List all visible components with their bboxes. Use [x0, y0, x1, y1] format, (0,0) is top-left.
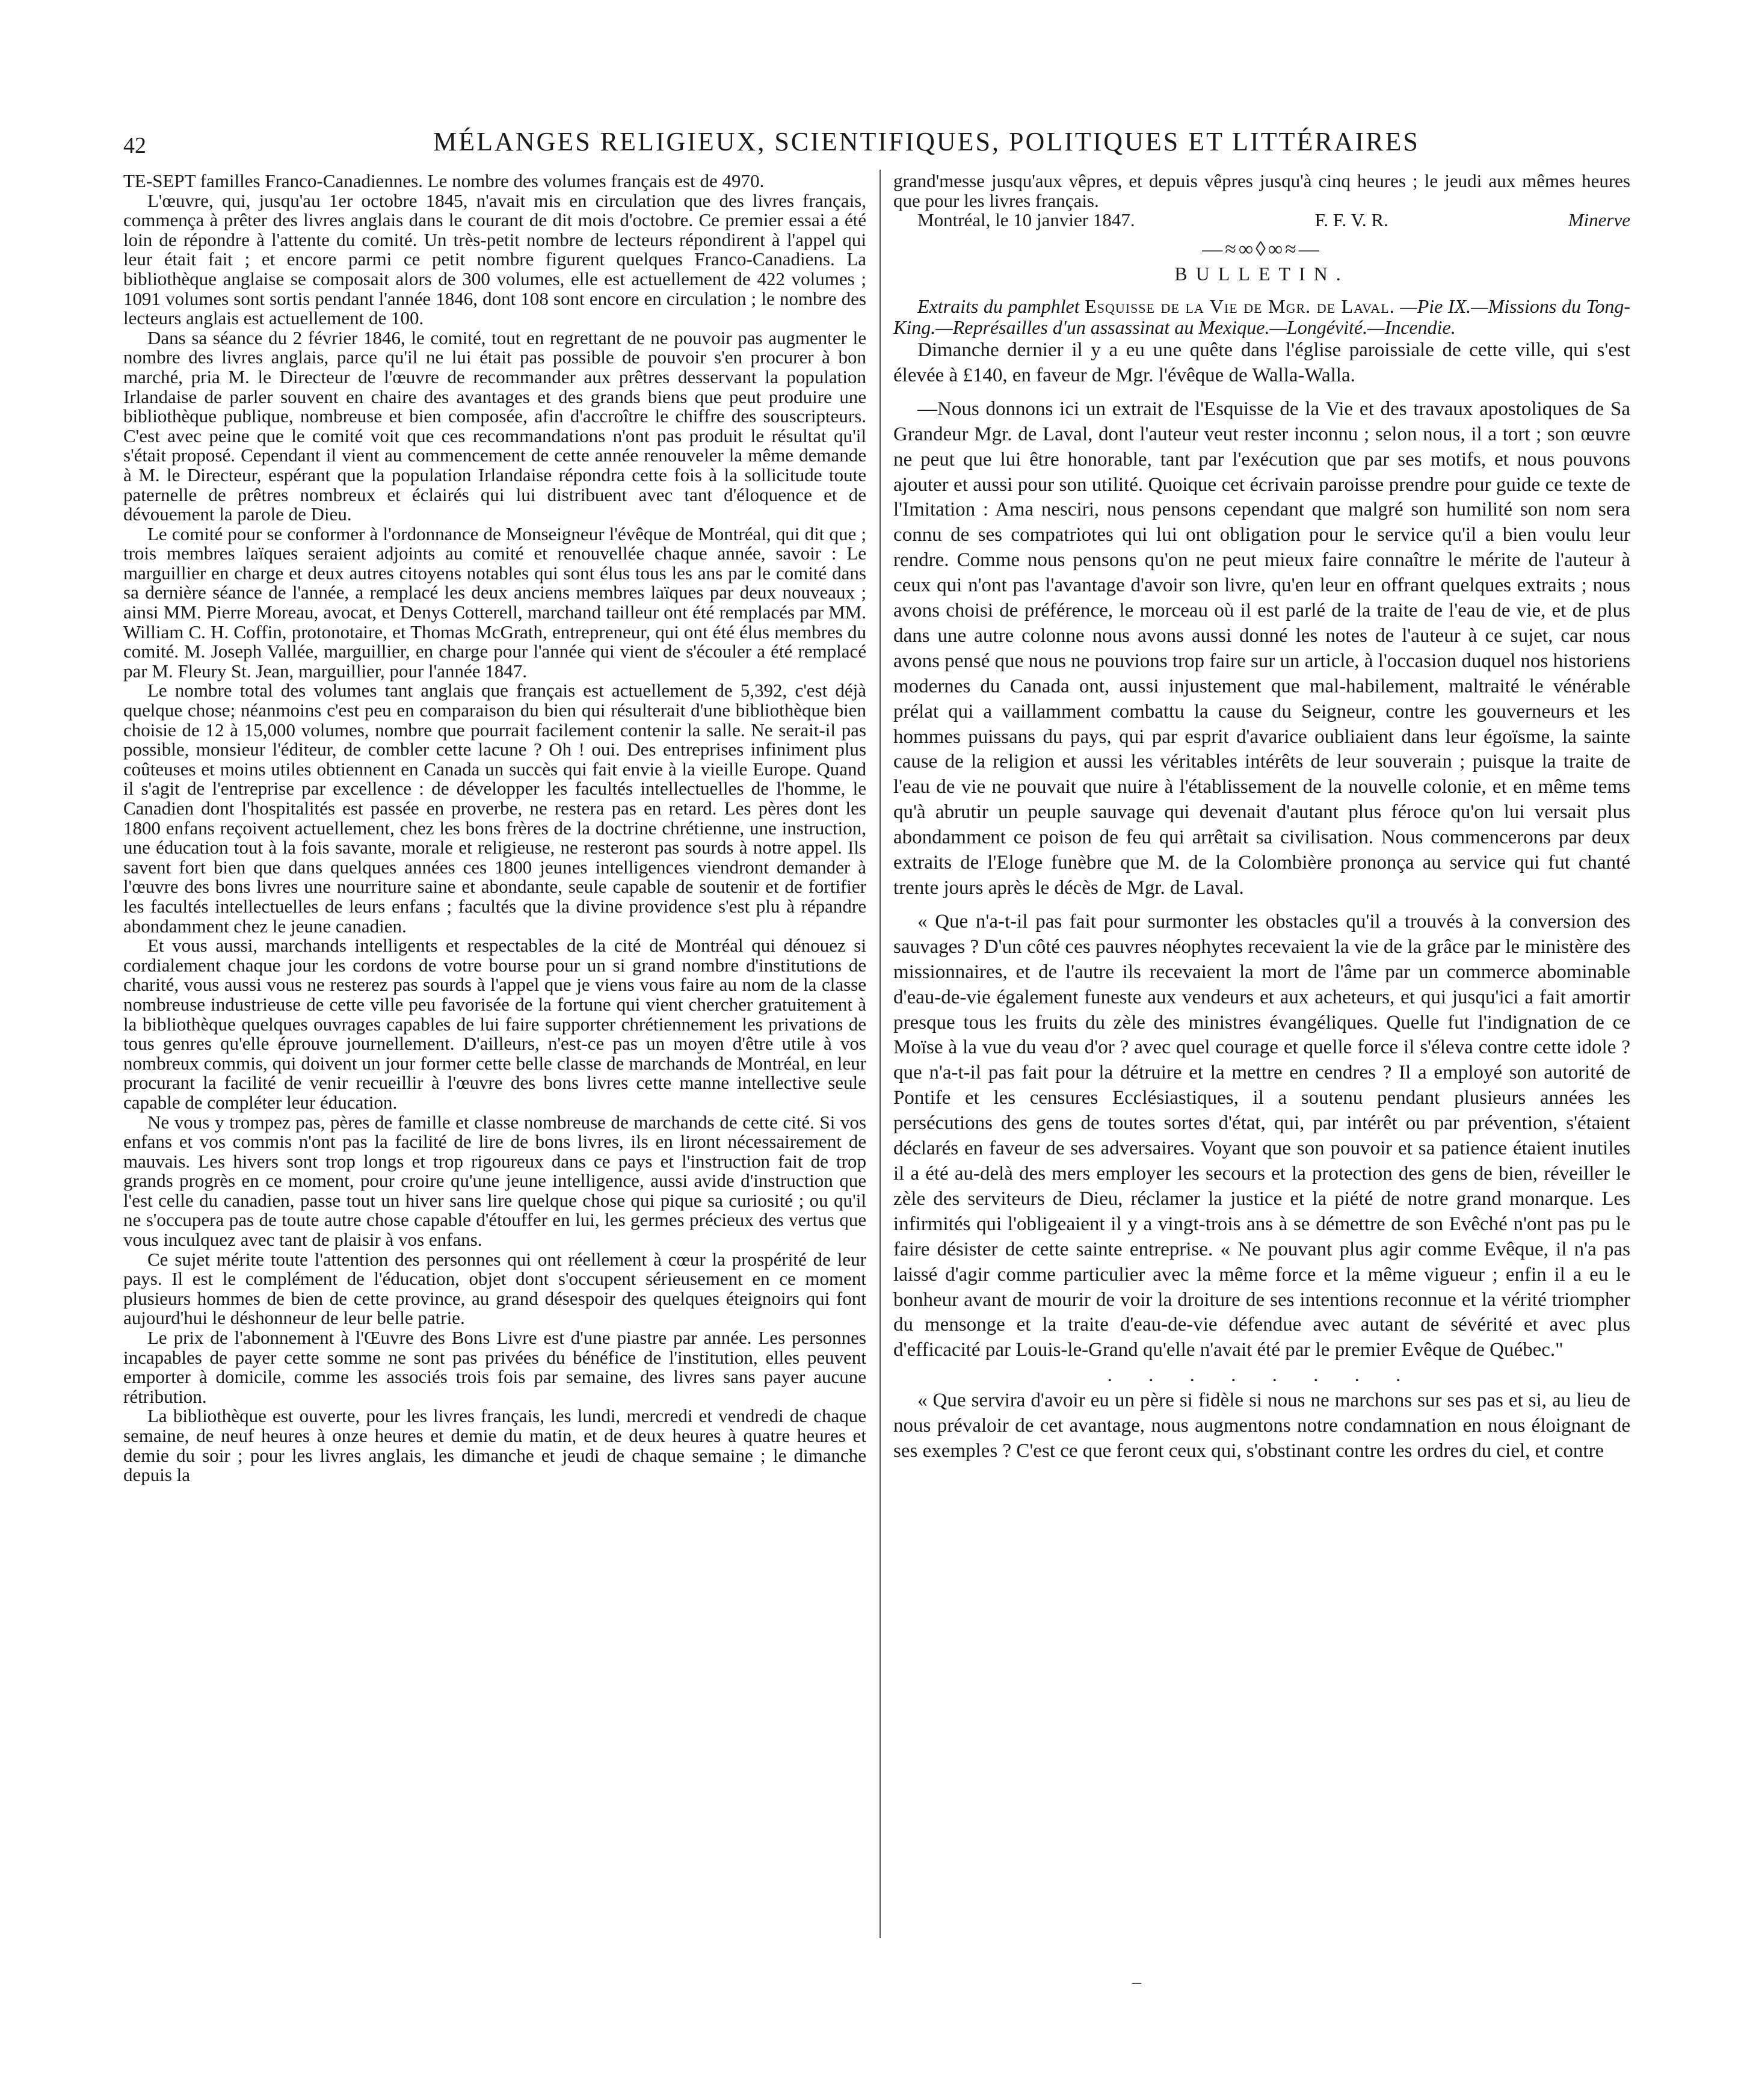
running-title: MÉLANGES RELIGIEUX, SCIENTIFIQUES, POLITIQUES ET LITTÉRAIRES: [433, 127, 1420, 156]
column-divider: [880, 170, 881, 1938]
signature-block: [893, 211, 1630, 230]
paragraph: « Que n'a-t-il pas fait pour surmonter les obstacles qu'il a trouvés à la conversion des sauvages ? D'un côté ces pauvres néophytes recevaient la vie de la grâce par le ministère des missionnaires, et de l'autre ils recevaient la mort de l'âme par un commerce abominable d'eau-de-vie également funeste aux vendeurs et aux acheteurs, et qui jusqu'ici a fait amortir presque tous les fruits du zèle des ministres évangéliques. Quelle fut l'indignation de ce Moïse à la vue du veau d'or ? avec quel courage et quelle force il s'éleva contre cette idole ? que n'a-t-il pas fait pour la détruire et la mettre en cendres ? Il a employé son autorité de Pontife et les censures Ecclésiastiques, il a soutenu pendant plusieurs années les persécutions des gens de toutes sortes d'état, qui, par intérêt ou par prévention, s'étaient déclarés en faveur de ses adversaires. Voyant que son pouvoir et sa patience étaient inutiles il a été au-delà des mers employer les secours et la protection des gens de bien, réveiller le zèle des serviteurs de Dieu, réclamer la justice et la piété de notre grand monarque. Les infirmités qui l'obligeaient il y a vingt-trois ans à se démettre de son Evêché n'ont pas pu le faire désister de cette sainte entreprise. « Ne pouvant plus agir comme Evêque, il n'a pas laissé d'agir comme particulier avec la même force et la même vigueur ; enfin il a eu le bonheur avant de mourir de voir la droiture de ses intentions reconnue et la vérité triompher du mensonge et la traite d'eau-de-vie défendue avec autant de sévérité et avec plus d'efficacité par Louis-le-Grand qu'elle n'avait été par le premier Evêque de Québec.": [893, 910, 1630, 1361]
bulletin-heading: BULLETIN.: [1174, 263, 1349, 285]
dateline: Montréal, le 10 janvier 1847.: [917, 209, 1135, 231]
paragraph: Le nombre total des volumes tant anglais que français est actuellement de 5,392, c'est déjà quelque chose; néanmoins c'est peu en comparaison du bien qui résulterait d'une bibliothèque bien choisie de 12 à 15,000 volumes, nombre que pourrait facilement contenir la salle. Ne serait-il pas possible, monsieur l'éditeur, de combler cette lacune ? Oh ! oui. Des entreprises infiniment plus coûteuses et moins utiles obtiennent en Canada un succès qui fait envie à la vieille Europe. Quand il s'agit de l'entreprise par excellence : de développer les facultés intellectuelles de l'homme, le Canadien dont l'hospitalités est passée en proverbe, ne restera pas en retard. Les pères dont les 1800 enfans reçoivent actuellement, chez les bons frères de la doctrine chrétienne, une instruction, une éducation tout à la fois savante, morale et religieuse, ne resteront pas sourds à notre appel. Ils savent fort bien que dans quelques années ces 1800 jeunes intelligences viendront demander à l'œuvre des bons livres une nourriture saine et abondante, seule capable de soutenir et de fortifier les facultés intellectuelles de leurs enfans ; facultés que la divine providence s'est plu à répandre abondamment chez le jeune canadien.: [123, 680, 866, 937]
paragraph: Et vous aussi, marchands intelligents et respectables de la cité de Montréal qui dénouez si cordialement chaque jour les cordons de votre bourse pour un si grand nombre d'institutions de charité, vous aussi vous ne resterez pas sourds à l'appel que je viens vous faire au nom de la classe nombreuse industrieuse de cette ville peu favorisée de la fortune qui vient chercher gratuitement à la bibliothèque quelques ouvrages capables de lui faire supporter chrétiennement les privations de tous genres qu'elle éprouve journellement. D'ailleurs, n'est-ce pas un moyen d'être utile à vos nombreux commis, qui doivent un jour former cette belle classe de marchands de Montréal, en leur procurant la facilité de venir recueillir à l'œuvre des bons livres cette manne intellective seule capable de compléter leur éducation.: [123, 935, 866, 1113]
paragraph: Ce sujet mérite toute l'attention des personnes qui ont réellement à cœur la prospérité de leur pays. Il est le complément de l'éducation, objet dont s'occupent sérieusement en ce moment plusieurs hommes de bien de cette province, au grand désespoir des quelques éteignoirs qui font aujourd'hui le déshonneur de leur belle patrie.: [123, 1248, 866, 1329]
paragraph: TE-SEPT familles Franco-Canadiennes. Le nombre des volumes français est de 4970.: [123, 170, 765, 191]
source-name: Minerve: [1568, 209, 1630, 231]
extracts-summary: [893, 296, 1630, 338]
paragraph: Ne vous y trompez pas, pères de famille et classe nombreuse de marchands de cette cité. Si vos enfans et vos commis n'ont pas la facilité de lire de bons livres, ils en liront nécessairement de mauvais. Les hivers sont trop longs et trop rigoureux dans ce pays et l'instruction fait de trop grands progrès en ce moment, pour croire qu'une jeune intelligence, aussi avide d'instruction que l'est celle du canadien, passe tout un hiver sans lire quelque chose qui pique sa curiosité ; ou qu'il ne s'occupera pas de toute autre chose capable d'étouffer en lui, les germes précieux des vertus que vous inculquez avec tant de plaisir à vos enfans.: [123, 1111, 866, 1251]
paragraph: Dans sa séance du 2 février 1846, le comité, tout en regrettant de ne pouvoir pas augmenter le nombre des livres anglais, parce qu'il ne lui était pas possible de pouvoir s'en procurer à bon marché, pria M. le Directeur de l'œuvre de recommander aux prêtres desservant la population Irlandaise de parler souvent en chaire des avantages et des grands biens que peut produire une bibliothèque publique, nombreuse et bien composée, afin d'accroître le chiffre des souscripteurs. C'est avec peine que le comité voit que ces recommandations n'ont pas produit le résultat qu'il s'était proposé. Cependant il vient au commencement de cette année renouveler la même demande à M. le Directeur, espérant que la population Irlandaise répondra cette fois à la sollicitude toute paternelle de prêtres nombreux et éclairés qui lui distribuent avec tant d'éloquence et de dévouement la parole de Dieu.: [123, 327, 866, 525]
extracts-title: Esquisse de la Vie de Mgr. de Laval.: [1085, 295, 1395, 317]
signature-initials: F. F. V. R.: [1314, 209, 1388, 231]
paragraph: L'œuvre, qui, jusqu'au 1er octobre 1845, n'avait mis en circulation que des livres français, commença à prêter des livres anglais dans le courant de dit mois d'octobre. Ce premier essai a été loin de répondre à l'attente du comité. Un très-petit nombre de lecteurs répondirent à l'appel qui leur était fait ; et encore parmi ce petit nombre figurent quelques Franco-Canadiens. La bibliothèque anglaise se composait alors de 300 volumes, elle est actuellement de 422 volumes ; 1091 volumes sont sortis pendant l'année 1846, dont 108 sont encore en circulation ; le nombre des lecteurs anglais est actuellement de 100.: [123, 189, 866, 329]
left-column: [123, 171, 866, 1485]
paragraph: « Que servira d'avoir eu un père si fidèle si nous ne marchons sur ses pas et si, au lieu de nous prévaloir de cet avantage, nous augmentons notre condamnation en nous éloignant de ses exemples ? C'est ce que feront ceux qui, s'obstinant contre les ordres du ciel, et contre: [893, 1390, 1630, 1462]
paragraph: Le prix de l'abonnement à l'Œuvre des Bons Livre est d'une piastre par année. Les personnes incapables de payer cette somme ne sont pas privées du bénéfice de l'institution, elles peuvent emporter à domicile, comme les associés trois fois par semaine, des livres sans payer aucune rétribution.: [123, 1327, 866, 1407]
bulletin-body: [893, 338, 1630, 1464]
ornament-divider: —≈∞◊∞≈—: [1202, 238, 1322, 260]
footer-mark: –: [1132, 1972, 1141, 1992]
paragraph-continuation: grand'messe jusqu'aux vêpres, et depuis vêpres jusqu'à cinq heures ; le jeudi aux mêmes heures que pour les livres français.: [893, 170, 1630, 211]
paragraph: Dimanche dernier il y a eu une quête dans l'église paroissiale de cette ville, qui s'est élevée à £140, en faveur de Mgr. l'évêque de Walla-Walla.: [893, 339, 1630, 386]
paragraph: —Nous donnons ici un extrait de l'Esquisse de la Vie et des travaux apostoliques de Sa Grandeur Mgr. de Laval, dont l'auteur veut rester inconnu ; selon nous, il a tort ; son œuvre ne peut que lui être honorable, tant par l'exécution que par ses motifs, et nous pouvons ajouter et aussi pour son utilité. Quoique cet écrivain paroisse prendre pour guide ce texte de l'Imitation : Ama nesciri, nous pensons cependant que malgré son humilité son nom sera connu de ses compatriotes qui lui ont obligation pour le service qu'il a bien voulu leur rendre. Comme nous pensons qu'on ne peut mieux faire connaître le mérite de l'auteur à ceux qui n'ont pas l'avantage d'avoir son livre, qu'en leur en offrant quelques extraits ; nous avons choisi de préférence, le morceau où il est parlé de la traite de l'eau de vie, et de plus dans une autre colonne nous avons aussi donné les notes de l'auteur à ce sujet, car nous avons pensé que nous ne pouvions trop faire sur un article, à l'occasion duquel nos historiens modernes du Canada ont, aussi injustement que mal-habilement, maltraité le vénérable prélat qui a vaillamment combattu la cause du Seigneur, contre les gouverneurs et les hommes puissans du pays, qui par esprit d'avarice oubliaient dans leur égoïsme, la sainte cause de la religion et aussi les véritables intérêts de leur souverain ; puisque la traite de l'eau de vie ne pouvait que nuire à l'établissement de la nouvelle colonie, et en même tems qu'à abrutir un peuple sauvage qui devenait d'autant plus féroce qu'on lui versait plus abondamment ce poison de feu qui arrêtait sa civilisation. Nous commencerons par deux extraits de l'Eloge funèbre que M. de la Colombière prononça au service qui fut chanté trente jours après le décès de Mgr. de Laval.: [893, 398, 1630, 899]
extracts-topics: —Pie IX.—Missions du Tong-King.—Représailles d'un assassinat au Mexique.—Longévité.—Incendie.: [893, 295, 1631, 338]
paragraph: La bibliothèque est ouverte, pour les livres français, les lundi, mercredi et vendredi de chaque semaine, de neuf heures à onze heures et demie du matin, et de deux heures à quatre heures et demie du soir ; pour les livres anglais, les dimanche et jeudi de chaque semaine ; le dimanche depuis la: [123, 1405, 866, 1486]
right-column: [893, 171, 1630, 1464]
ellipsis-line: . . . . . . . .: [1107, 1364, 1417, 1387]
extracts-prefix: Extraits du pamphlet: [917, 295, 1080, 317]
page-number: 42: [123, 133, 146, 158]
paragraph: Le comité pour se conformer à l'ordonnance de Monseigneur l'évêque de Montréal, qui dit que ; trois membres laïques seraient adjoints au comité et renouvellée chaque année, savoir : Le marguillier en charge et deux autres citoyens notables qui sont élus tous les ans par le comité dans sa dernière séance de l'année, a remplacé les deux anciens membres laïques par deux nouveaux ; ainsi MM. Pierre Moreau, avocat, et Denys Cotterell, marchand tailleur ont été remplacés par MM. William C. H. Coffin, protonotaire, et Thomas McGrath, entrepreneur, qui ont été élus membres du comité. M. Joseph Vallée, marguillier, en charge pour l'année qui vient de s'écouler a été remplacé par M. Fleury St. Jean, marguillier, pour l'année 1847.: [123, 523, 866, 682]
